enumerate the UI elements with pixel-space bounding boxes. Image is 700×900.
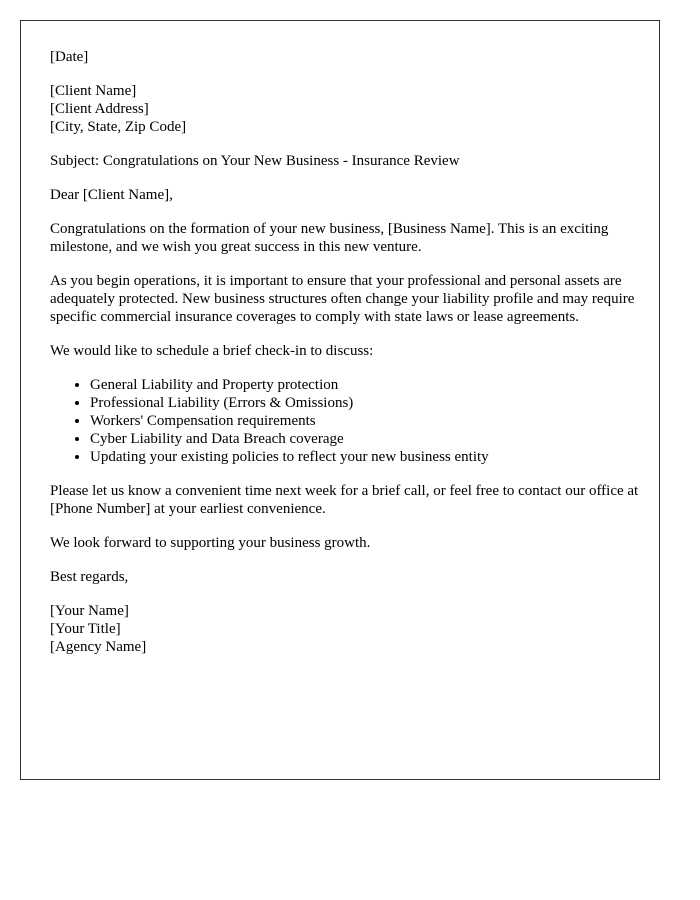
paragraph-growth: We look forward to supporting your business growth.	[50, 535, 371, 551]
letter-salutation: Dear [Client Name],	[50, 187, 173, 203]
recipient-block	[50, 82, 640, 136]
recipient-address: [Client Address]	[50, 101, 149, 117]
list-item: • Workers' Compensation requirements	[90, 412, 640, 430]
letter-subject: Subject: Congratulations on Your New Business - Insurance Review	[50, 153, 460, 169]
paragraph-call: Please let us know a convenient time next week for a brief call, or feel free to contact our office at [Phone Number] at your earliest convenience.	[50, 483, 639, 517]
signature-title: [Your Title]	[50, 621, 121, 637]
paragraph-protection: As you begin operations, it is important to ensure that your professional and personal assets are adequately protected. New business structures often change your liability profile and may require specific commercial insurance coverages to comply with state laws or lease agreements.	[50, 273, 635, 325]
letter-body	[50, 48, 640, 672]
letter-date: [Date]	[50, 49, 89, 65]
letter-signoff: Best regards,	[50, 569, 129, 585]
signature-agency: [Agency Name]	[50, 639, 147, 655]
list-item: • Updating your existing policies to reflect your new business entity	[90, 448, 640, 466]
paragraph-congratulations: Congratulations on the formation of your new business, [Business Name]. This is an exciting milestone, and we wish you great success in this new venture.	[50, 221, 609, 255]
signature-name: [Your Name]	[50, 603, 129, 619]
discussion-list	[50, 376, 640, 466]
paragraph-schedule: We would like to schedule a brief check-in to discuss:	[50, 343, 374, 359]
list-item: • Cyber Liability and Data Breach coverage	[90, 430, 640, 448]
signature-block	[50, 602, 640, 656]
recipient-name: [Client Name]	[50, 83, 137, 99]
recipient-city-state-zip: [City, State, Zip Code]	[50, 119, 187, 135]
letter-page	[20, 20, 660, 780]
list-item: • Professional Liability (Errors & Omissions)	[90, 394, 640, 412]
list-item: • General Liability and Property protection	[90, 376, 640, 394]
